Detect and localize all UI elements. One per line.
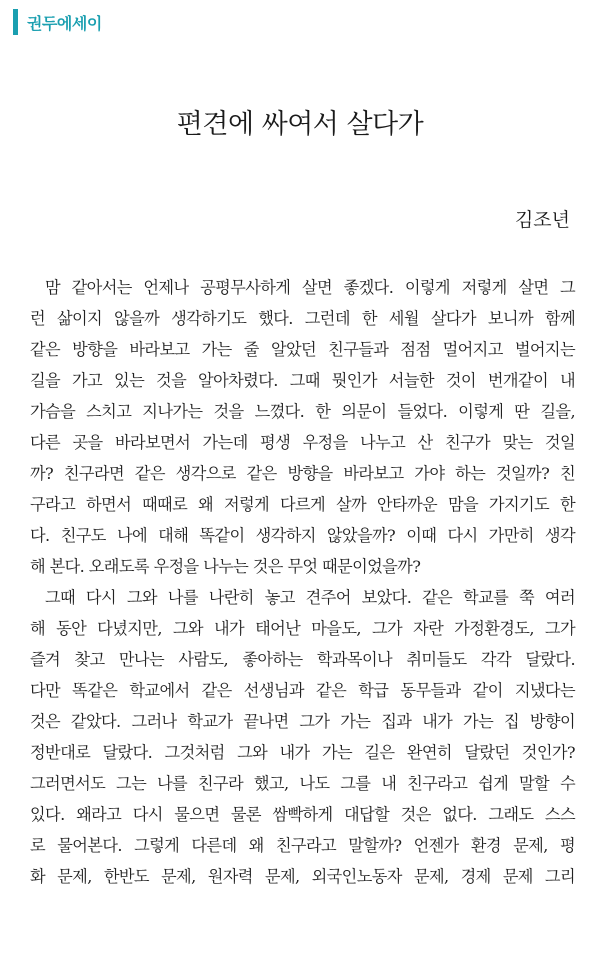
paragraph-2 bbox=[30, 582, 575, 892]
text-line: 있다. 왜라고 다시 물으면 물론 쌈빡하게 대답할 것은 없다. 그래도 스스 bbox=[30, 805, 575, 824]
article-body bbox=[30, 272, 575, 892]
section-label: 권두에세이 bbox=[27, 13, 102, 33]
section-tag bbox=[13, 9, 102, 35]
text-line: 다만 똑같은 학교에서 같은 선생님과 같은 학급 동무들과 같이 지냈다는 bbox=[30, 681, 575, 700]
text-line: 맘 같아서는 언제나 공평무사하게 살면 좋겠다. 이렇게 저렇게 살면 그 bbox=[45, 278, 575, 297]
article-author: 김조년 bbox=[514, 209, 570, 231]
text-line: 해 동안 다녔지만, 그와 내가 태어난 마을도, 그가 자란 가정환경도, 그가 bbox=[30, 619, 575, 638]
text-line: 길을 가고 있는 것을 알아차렸다. 그때 뭣인가 서늘한 것이 번개같이 내 bbox=[30, 371, 575, 390]
text-line: 즐겨 찾고 만나는 사람도, 좋아하는 학과목이나 취미들도 각각 달랐다. bbox=[30, 650, 575, 669]
text-line: 정반대로 달랐다. 그것처럼 그와 내가 가는 길은 완연히 달랐던 것인가? bbox=[30, 743, 575, 762]
text-line: 화 문제, 한반도 문제, 원자력 문제, 외국인노동자 문제, 경제 문제 그리 bbox=[30, 867, 575, 886]
text-line: 같은 방향을 바라보고 가는 줄 알았던 친구들과 점점 멀어지고 벌어지는 bbox=[30, 340, 575, 359]
text-line: 다. 친구도 나에 대해 똑같이 생각하지 않았을까? 이때 다시 가만히 생각 bbox=[30, 526, 575, 545]
article-title: 편견에 싸여서 살다가 bbox=[176, 109, 424, 140]
text-line: 가슴을 스치고 지나가는 것을 느꼈다. 한 의문이 들었다. 이렇게 딴 길을, bbox=[30, 402, 575, 421]
text-line: 그때 다시 그와 나를 나란히 놓고 견주어 보았다. 같은 학교를 쭉 여러 bbox=[45, 588, 575, 607]
text-line: 해 본다. 오래도록 우정을 나누는 것은 무엇 때문이었을까? bbox=[30, 557, 421, 576]
text-line: 것은 같았다. 그러나 학교가 끝나면 그가 가는 집과 내가 가는 집 방향이 bbox=[30, 712, 575, 731]
text-line: 그러면서도 그는 나를 친구라 했고, 나도 그를 내 친구라고 쉽게 말할 수 bbox=[30, 774, 575, 793]
text-line: 다른 곳을 바라보면서 가는데 평생 우정을 나누고 산 친구가 맞는 것일 bbox=[30, 433, 575, 452]
text-line: 런 삶이지 않을까 생각하기도 했다. 그런데 한 세월 살다가 보니까 함께 bbox=[30, 309, 575, 328]
section-accent-bar bbox=[13, 9, 18, 35]
paragraph-1 bbox=[30, 272, 575, 582]
text-line: 로 물어본다. 그렇게 다른데 왜 친구라고 말할까? 언젠가 환경 문제, 평 bbox=[30, 836, 575, 855]
text-line: 까? 친구라면 같은 생각으로 같은 방향을 바라보고 가야 하는 것일까? 친 bbox=[30, 464, 575, 483]
text-line: 구라고 하면서 때때로 왜 저렇게 다르게 살까 안타까운 맘을 가지기도 한 bbox=[30, 495, 575, 514]
